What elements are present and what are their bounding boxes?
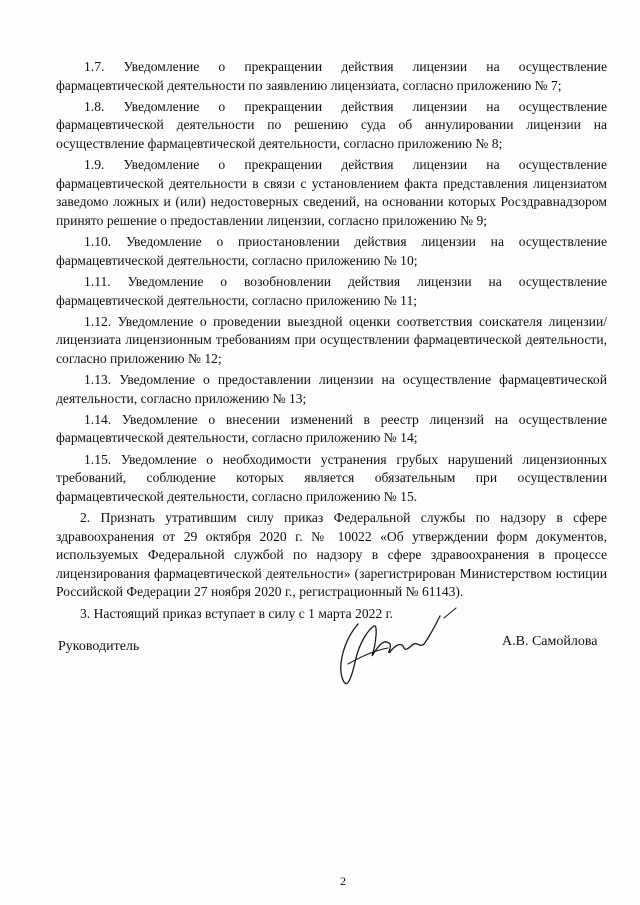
item-number: 1.12. (84, 313, 112, 329)
item-1-8 (56, 98, 607, 154)
item-1-13 (56, 371, 607, 408)
item-1-14 (56, 411, 607, 448)
item-1-15 (56, 451, 607, 507)
item-text: Уведомление о прекращении действия лицензии на осуществление фармацевтической деятельности по заявлению лицензиата, согласно приложению № 7; (56, 59, 607, 93)
item-number: 1.13. (84, 372, 112, 388)
item-text: Уведомление о проведении выездной оценки соответствия соискателя лицензии/лицензиата лицензионным требованиям при осуществлении фармацевтической деятельности, согласно приложению № 12; (56, 313, 607, 366)
item-number: 1.15. (84, 451, 112, 467)
item-1-9 (56, 156, 607, 230)
item-number: 1.14. (84, 411, 112, 427)
item-1-12 (56, 313, 607, 369)
item-number: 1.11. (84, 273, 111, 289)
item-text: Уведомление о необходимости устранения грубых нарушений лицензионных требований, соблюдение которых является обязательным при осуществлении фармацевтической деятельности, согласно приложению № 15. (56, 451, 607, 504)
item-1-7 (56, 58, 607, 95)
item-text: Признать утратившим силу приказ Федеральной службы по надзору в сфере здравоохранения от 29 октября 2020 г. № 10022 «Об утверждении форм документов, используемых Федеральной службой по надзору в сфере здравоохранения в процессе лицензирования фармацевтической деятельности» (зарегистрирован Министерством юстиции Российской Федерации 27 ноября 2020 г., регистрационный № 61143). (56, 510, 607, 600)
item-2 (56, 509, 607, 602)
handwritten-signature (318, 604, 468, 696)
signatory-position: Руководитель (58, 639, 140, 654)
item-number: 1.8. (84, 98, 105, 114)
item-text: Уведомление о предоставлении лицензии на осуществление фармацевтической деятельности, согласно приложению № 13; (56, 372, 607, 406)
item-1-10 (56, 233, 607, 270)
item-text: Уведомление о возобновлении действия лицензии на осуществление фармацевтической деятельности, согласно приложению № 11; (56, 273, 607, 308)
signatory-name: А.В. Самойлова (502, 634, 598, 649)
document-body (56, 58, 607, 626)
item-number: 1.10. (84, 234, 112, 250)
page-number: 2 (340, 874, 346, 888)
item-text: Уведомление о приостановлении действия лицензии на осуществление фармацевтической деятельности, согласно приложению № 10; (56, 234, 607, 268)
item-text: Уведомление о прекращении действия лицензии на осуществление фармацевтической деятельности в связи с установлением факта представления лицензиатом заведомо ложных и (или) недостоверных сведений, на основании которых Росздравнадзором принято решение о предоставлении лицензии, согласно приложению № 9; (56, 157, 607, 228)
item-text: Уведомление о внесении изменений в реестр лицензий на осуществление фармацевтической деятельности, согласно приложению № 14; (56, 411, 607, 446)
item-text: Уведомление о прекращении действия лицензии на осуществление фармацевтической деятельности по решению суда об аннулировании лицензии на осуществление фармацевтической деятельности, согласно приложению № 8; (56, 98, 607, 151)
item-number: 1.7. (84, 59, 105, 74)
item-text: Настоящий приказ вступает в силу с 1 марта 2022 г. (93, 605, 394, 621)
item-number: 1.9. (84, 157, 105, 173)
item-number: 3. (80, 605, 91, 621)
item-1-11 (56, 273, 607, 310)
item-number: 2. (80, 510, 91, 525)
